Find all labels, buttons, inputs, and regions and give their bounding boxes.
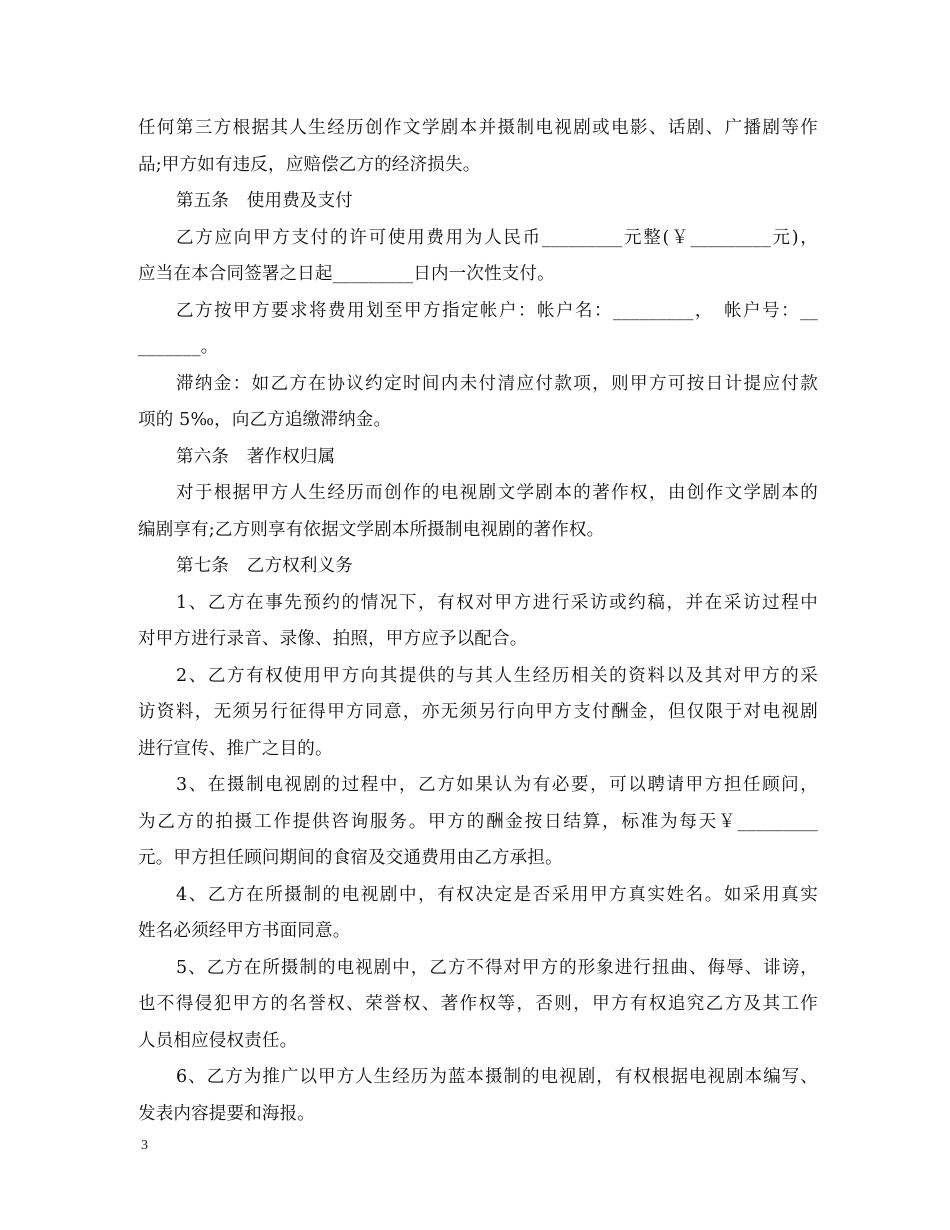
paragraph-line: 滞纳金：如乙方在协议约定时间内未付清应付款项，则甲方可按日计提应付款 bbox=[176, 373, 818, 394]
paragraph-line: 6、乙方为推广以甲方人生经历为蓝本摄制的电视剧，有权根据电视剧本编写、 bbox=[176, 1067, 818, 1087]
paragraph-line: 为乙方的拍摄工作提供咨询服务。甲方的酬金按日结算，标准为每天￥_________ bbox=[138, 811, 818, 832]
paragraph-line: 品;甲方如有违反，应赔偿乙方的经济损失。 bbox=[138, 154, 481, 175]
paragraph-line: 4、乙方在所摄制的电视剧中，有权决定是否采用甲方真实姓名。如采用真实 bbox=[176, 884, 818, 905]
section-heading-article-5: 第五条 使用费及支付 bbox=[176, 191, 353, 211]
paragraph-line: 3、在摄制电视剧的过程中，乙方如果认为有必要，可以聘请甲方担任顾问， bbox=[176, 775, 818, 795]
paragraph-line: 访资料，无须另行征得甲方同意，亦无须另行向甲方支付酬金，但仅限于对电视剧 bbox=[138, 702, 818, 722]
paragraph-line: 2、乙方有权使用甲方向其提供的与其人生经历相关的资料以及其对甲方的采 bbox=[176, 665, 818, 686]
paragraph-line: 对于根据甲方人生经历而创作的电视剧文学剧本的著作权，由创作文学剧本的 bbox=[176, 483, 818, 503]
paragraph-line: 项的 5‰，向乙方追缴滞纳金。 bbox=[138, 410, 392, 430]
paragraph-line: 乙方按甲方要求将费用划至甲方指定帐户：帐户名：_________， 帐户号：__ bbox=[176, 300, 818, 321]
paragraph-line: _______。 bbox=[138, 337, 219, 357]
paragraph-line: 1、乙方在事先预约的情况下，有权对甲方进行采访或约稿，并在采访过程中 bbox=[176, 592, 818, 613]
paragraph-line: 5、乙方在所摄制的电视剧中，乙方不得对甲方的形象进行扭曲、侮辱、诽谤， bbox=[176, 957, 818, 978]
paragraph-line: 发表内容提要和海报。 bbox=[138, 1103, 315, 1124]
paragraph-line: 对甲方进行录音、录像、拍照，甲方应予以配合。 bbox=[138, 629, 528, 649]
paragraph-line: 人员相应侵权责任。 bbox=[138, 1030, 298, 1051]
paragraph-line: 任何第三方根据其人生经历创作文学剧本并摄制电视剧或电影、话剧、广播剧等作 bbox=[138, 118, 818, 138]
section-heading-article-7: 第七条 乙方权利义务 bbox=[176, 556, 353, 576]
section-heading-article-6: 第六条 著作权归属 bbox=[176, 446, 336, 467]
paragraph-line: 编剧享有;乙方则享有依据文学剧本所摄制电视剧的著作权。 bbox=[138, 519, 605, 540]
paragraph-line: 姓名必须经甲方书面同意。 bbox=[138, 921, 351, 941]
paragraph-line: 乙方应向甲方支付的许可使用费用为人民币_________元整(￥_________元)， bbox=[176, 227, 818, 248]
paragraph-line: 元。甲方担任顾问期间的食宿及交通费用由乙方承担。 bbox=[138, 848, 563, 868]
paragraph-line: 也不得侵犯甲方的名誉权、荣誉权、著作权等，否则，甲方有权追究乙方及其工作 bbox=[138, 994, 818, 1014]
page-number: 3 bbox=[141, 1138, 148, 1153]
paragraph-line: 应当在本合同签署之日起_________日内一次性支付。 bbox=[138, 264, 555, 284]
document-body bbox=[138, 110, 818, 1132]
paragraph-line: 进行宣传、推广之目的。 bbox=[138, 738, 333, 759]
